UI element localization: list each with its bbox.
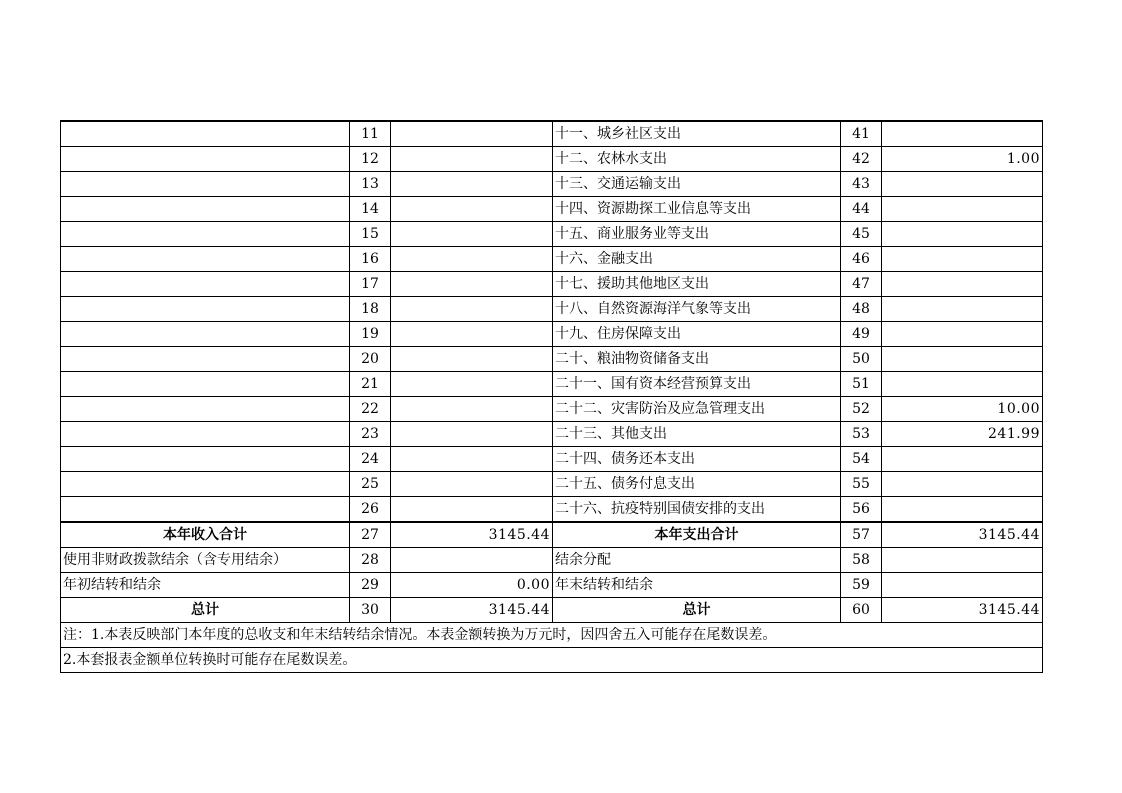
expense-item-no: 55 — [841, 472, 882, 497]
end-balance-no: 59 — [841, 573, 882, 598]
expense-item-name: 二十二、灾害防治及应急管理支出 — [553, 397, 841, 422]
table-body — [61, 121, 1043, 522]
expense-item-amount — [882, 322, 1043, 347]
begin-balance-amount: 0.00 — [391, 573, 553, 598]
income-item-no: 13 — [350, 172, 391, 197]
income-item-name — [61, 472, 350, 497]
expense-item-no: 51 — [841, 372, 882, 397]
income-item-name — [61, 397, 350, 422]
expense-item-name: 十七、援助其他地区支出 — [553, 272, 841, 297]
expense-item-amount — [882, 497, 1043, 523]
expense-item-no: 48 — [841, 297, 882, 322]
expense-item-amount — [882, 372, 1043, 397]
income-item-amount — [391, 272, 553, 297]
nonfiscal-amount — [391, 548, 553, 573]
income-item-no: 14 — [350, 197, 391, 222]
expense-item-amount — [882, 247, 1043, 272]
income-item-amount — [391, 297, 553, 322]
expense-total-no: 57 — [841, 522, 882, 548]
income-item-amount — [391, 472, 553, 497]
expense-item-no: 54 — [841, 447, 882, 472]
expense-item-amount — [882, 472, 1043, 497]
table-row — [61, 272, 1043, 297]
expense-item-name: 十五、商业服务业等支出 — [553, 222, 841, 247]
end-balance-amount — [882, 573, 1043, 598]
table-row — [61, 147, 1043, 172]
table-row — [61, 247, 1043, 272]
income-item-no: 18 — [350, 297, 391, 322]
expense-item-no: 53 — [841, 422, 882, 447]
income-item-amount — [391, 372, 553, 397]
income-item-no: 23 — [350, 422, 391, 447]
surplus-dist-label: 结余分配 — [553, 548, 841, 573]
table-row — [61, 322, 1043, 347]
expense-total-amount: 3145.44 — [882, 522, 1043, 548]
table-row — [61, 422, 1043, 447]
table-row — [61, 197, 1043, 222]
table-row — [61, 447, 1043, 472]
expense-item-name: 十九、住房保障支出 — [553, 322, 841, 347]
expense-item-name: 十三、交通运输支出 — [553, 172, 841, 197]
income-item-amount — [391, 422, 553, 447]
expense-item-name: 十一、城乡社区支出 — [553, 121, 841, 147]
expense-item-name: 十二、农林水支出 — [553, 147, 841, 172]
income-item-name — [61, 197, 350, 222]
expense-item-amount — [882, 222, 1043, 247]
income-item-amount — [391, 121, 553, 147]
expense-item-amount — [882, 447, 1043, 472]
expense-item-no: 43 — [841, 172, 882, 197]
income-item-amount — [391, 222, 553, 247]
expense-item-no: 56 — [841, 497, 882, 523]
table-row-grand-total — [61, 598, 1043, 623]
income-item-name — [61, 121, 350, 147]
income-item-no: 15 — [350, 222, 391, 247]
table-row — [61, 497, 1043, 523]
income-item-name — [61, 347, 350, 372]
expense-item-amount — [882, 172, 1043, 197]
expense-item-amount — [882, 297, 1043, 322]
expense-item-name: 十四、资源勘探工业信息等支出 — [553, 197, 841, 222]
expense-item-no: 50 — [841, 347, 882, 372]
note-1: 注：1.本表反映部门本年度的总收支和年末结转结余情况。本表金额转换为万元时，因四舍五入可能存在尾数误差。 — [61, 623, 1043, 648]
income-item-no: 17 — [350, 272, 391, 297]
expense-item-amount: 10.00 — [882, 397, 1043, 422]
grand-total-left-label: 总计 — [61, 598, 350, 623]
income-item-no: 12 — [350, 147, 391, 172]
grand-total-left-amount: 3145.44 — [391, 598, 553, 623]
income-item-name — [61, 297, 350, 322]
income-item-amount — [391, 397, 553, 422]
budget-table — [60, 120, 1043, 673]
income-item-amount — [391, 247, 553, 272]
income-item-no: 21 — [350, 372, 391, 397]
grand-total-right-amount: 3145.44 — [882, 598, 1043, 623]
income-item-no: 11 — [350, 121, 391, 147]
income-item-no: 24 — [350, 447, 391, 472]
expense-item-name: 二十一、国有资本经营预算支出 — [553, 372, 841, 397]
table-row — [61, 172, 1043, 197]
expense-item-no: 46 — [841, 247, 882, 272]
income-item-name — [61, 372, 350, 397]
income-item-no: 16 — [350, 247, 391, 272]
expense-item-no: 45 — [841, 222, 882, 247]
income-item-no: 26 — [350, 497, 391, 523]
expense-item-amount — [882, 272, 1043, 297]
expense-item-no: 44 — [841, 197, 882, 222]
grand-total-left-no: 30 — [350, 598, 391, 623]
table-row — [61, 397, 1043, 422]
income-item-name — [61, 172, 350, 197]
income-item-amount — [391, 322, 553, 347]
income-item-amount — [391, 447, 553, 472]
nonfiscal-no: 28 — [350, 548, 391, 573]
expense-item-name: 二十六、抗疫特别国债安排的支出 — [553, 497, 841, 523]
expense-item-name: 十六、金融支出 — [553, 247, 841, 272]
nonfiscal-label: 使用非财政拨款结余（含专用结余） — [61, 548, 350, 573]
expense-item-no: 49 — [841, 322, 882, 347]
income-item-name — [61, 322, 350, 347]
income-item-name — [61, 422, 350, 447]
expense-item-no: 47 — [841, 272, 882, 297]
expense-item-amount — [882, 347, 1043, 372]
income-item-amount — [391, 197, 553, 222]
income-total-amount: 3145.44 — [391, 522, 553, 548]
surplus-dist-amount — [882, 548, 1043, 573]
expense-item-name: 二十三、其他支出 — [553, 422, 841, 447]
income-item-amount — [391, 347, 553, 372]
expense-item-name: 二十、粮油物资储备支出 — [553, 347, 841, 372]
expense-item-name: 二十五、债务付息支出 — [553, 472, 841, 497]
expense-item-amount: 1.00 — [882, 147, 1043, 172]
expense-item-amount — [882, 197, 1043, 222]
income-item-name — [61, 497, 350, 523]
expense-item-name: 二十四、债务还本支出 — [553, 447, 841, 472]
table-row — [61, 222, 1043, 247]
income-item-no: 19 — [350, 322, 391, 347]
income-item-name — [61, 447, 350, 472]
grand-total-right-label: 总计 — [553, 598, 841, 623]
expense-total-label: 本年支出合计 — [553, 522, 841, 548]
totals-body — [61, 522, 1043, 673]
table-row-carryover — [61, 573, 1043, 598]
expense-item-amount: 241.99 — [882, 422, 1043, 447]
income-item-no: 22 — [350, 397, 391, 422]
income-item-no: 20 — [350, 347, 391, 372]
income-item-name — [61, 222, 350, 247]
income-item-no: 25 — [350, 472, 391, 497]
begin-balance-no: 29 — [350, 573, 391, 598]
income-total-no: 27 — [350, 522, 391, 548]
table-row-note-2 — [61, 648, 1043, 673]
expense-item-no: 52 — [841, 397, 882, 422]
expense-item-name: 十八、自然资源海洋气象等支出 — [553, 297, 841, 322]
income-item-name — [61, 147, 350, 172]
expense-item-no: 42 — [841, 147, 882, 172]
table-row — [61, 297, 1043, 322]
income-item-amount — [391, 172, 553, 197]
table-row-nonfiscal — [61, 548, 1043, 573]
begin-balance-label: 年初结转和结余 — [61, 573, 350, 598]
table-row — [61, 121, 1043, 147]
expense-item-no: 41 — [841, 121, 882, 147]
income-total-label: 本年收入合计 — [61, 522, 350, 548]
grand-total-right-no: 60 — [841, 598, 882, 623]
income-item-name — [61, 247, 350, 272]
table-row — [61, 372, 1043, 397]
expense-item-amount — [882, 121, 1043, 147]
table-row — [61, 347, 1043, 372]
end-balance-label: 年末结转和结余 — [553, 573, 841, 598]
table-row — [61, 472, 1043, 497]
table-row-income-total — [61, 522, 1043, 548]
surplus-dist-no: 58 — [841, 548, 882, 573]
income-item-name — [61, 272, 350, 297]
income-item-amount — [391, 147, 553, 172]
table-row-note-1 — [61, 623, 1043, 648]
income-item-amount — [391, 497, 553, 523]
note-2: 2.本套报表金额单位转换时可能存在尾数误差。 — [61, 648, 1043, 673]
